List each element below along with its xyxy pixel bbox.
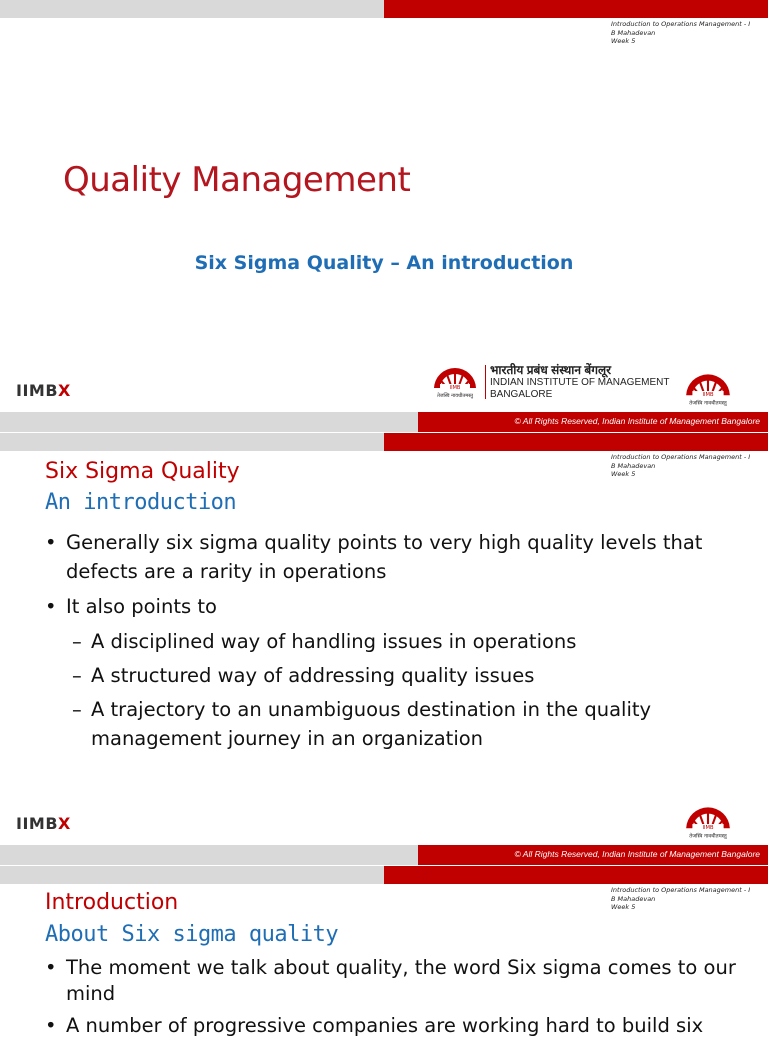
week-label: Week 5 (611, 903, 636, 911)
slide-3 (0, 866, 768, 1037)
iimb-emblem-icon (430, 364, 480, 402)
bullet-item: • It also points to (45, 595, 217, 618)
slide-title: Introduction (45, 890, 179, 915)
sub-bullet-item: – A trajectory to an unambiguous destination in the quality management journey in an organization (72, 698, 652, 750)
week-label: Week 5 (611, 470, 636, 478)
top-bar (0, 433, 768, 451)
slide-title: Six Sigma Quality (45, 459, 240, 484)
course-info (611, 20, 750, 46)
bullet-list (45, 955, 745, 1045)
instructor-name: B Mahadevan (611, 461, 656, 470)
institute-hindi: भारतीय प्रबंध संस्थान बेंगलूर (490, 363, 612, 377)
slide-subtitle: Six Sigma Quality – An introduction (194, 252, 574, 274)
bullet-list (45, 528, 745, 758)
slide-subtitle: About Six sigma quality (45, 922, 339, 947)
institute-name (490, 363, 669, 401)
week-label: Week 5 (611, 37, 636, 45)
slide-subtitle: An introduction (45, 490, 237, 515)
top-bar (0, 866, 768, 884)
institute-line2: BANGALORE (490, 389, 553, 400)
copyright-text: © All Rights Reserved, Indian Institute of Management Bangalore (514, 416, 760, 426)
bullet-item: • The moment we talk about quality, the word Six sigma comes to our mind (45, 956, 736, 1005)
svg-text:IIMB: IIMB (449, 385, 461, 391)
footer-bar (0, 845, 768, 865)
footer-bar (0, 412, 768, 432)
svg-text:तेजस्वि नावधीतमस्तु: तेजस्वि नावधीतमस्तु (436, 393, 474, 399)
bullet-item: • A number of progressive companies are working hard to build six (45, 1014, 704, 1037)
svg-text:तेजस्वि नावधीतमस्तु: तेजस्वि नावधीतमस्तु (689, 833, 727, 840)
institute-line1: INDIAN INSTITUTE OF MANAGEMENT (490, 377, 670, 388)
instructor-name: B Mahadevan (611, 28, 656, 37)
course-title: Introduction to Operations Management - I (611, 20, 751, 28)
sub-bullet-item: – A structured way of addressing quality issues (72, 664, 535, 687)
top-bar (0, 0, 768, 18)
bullet-item: • Generally six sigma quality points to very high quality levels that defects are a rarity in operations (45, 531, 703, 583)
course-info (611, 886, 750, 912)
sub-bullet-item: – A disciplined way of handling issues in operations (72, 630, 577, 653)
svg-text:तेजस्वि नावधीतमस्तु: तेजस्वि नावधीतमस्तु (689, 400, 727, 407)
instructor-name: B Mahadevan (611, 894, 656, 903)
course-title: Introduction to Operations Management - I (611, 453, 751, 461)
iimb-emblem-icon (682, 803, 734, 843)
copyright-text: © All Rights Reserved, Indian Institute of Management Bangalore (514, 849, 760, 859)
iimbx-logo: IIMBX (16, 381, 71, 400)
svg-text:IIMB: IIMB (702, 392, 714, 399)
course-title: Introduction to Operations Management - I (611, 886, 751, 894)
slide-title: Quality Management (63, 160, 411, 200)
iimbx-logo: IIMBX (16, 814, 71, 833)
svg-text:IIMB: IIMB (702, 825, 714, 832)
logo-divider (485, 365, 486, 399)
slide-1 (0, 0, 768, 432)
slide-2 (0, 433, 768, 865)
course-info (611, 453, 750, 479)
iimb-emblem-icon (682, 370, 734, 410)
